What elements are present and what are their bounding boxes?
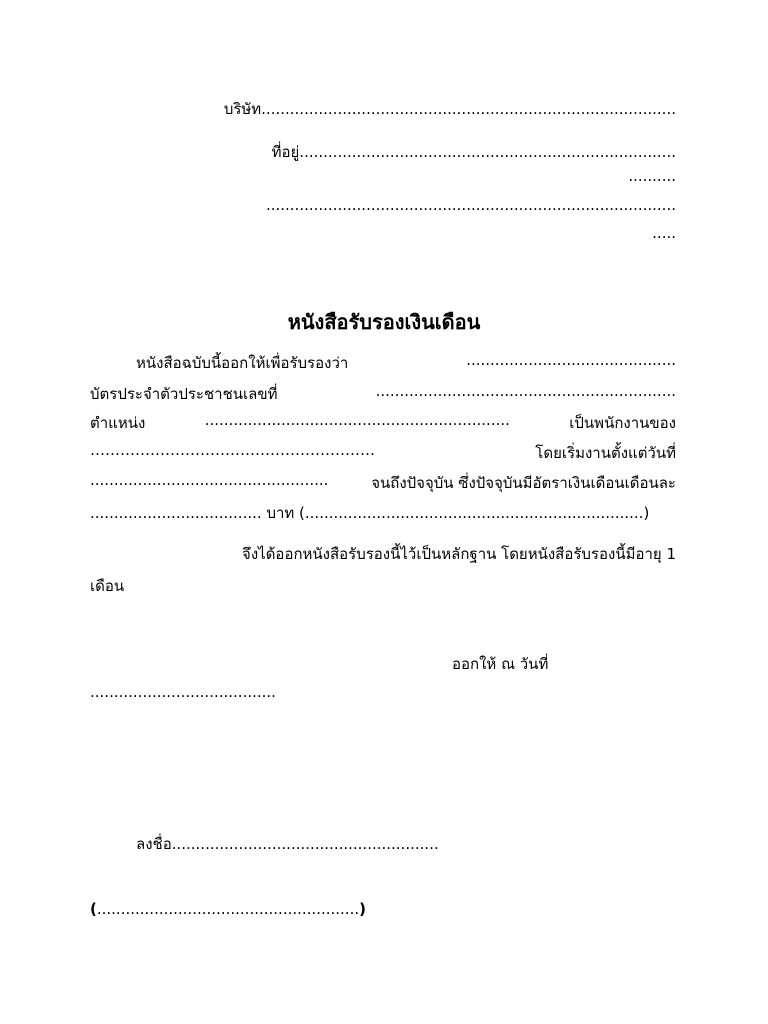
body-line-5-end: จนถึงปัจจุบัน ซึ่งปัจจุบันมีอัตราเงินเดือนเดือนละ: [371, 474, 676, 492]
body-line-6-close: ): [643, 504, 650, 522]
body-line-4-end: โดยเริ่มงานตั้งแต่วันที่: [535, 444, 676, 462]
body-line-6-dots: ....................................: [90, 504, 262, 522]
document-title: หนังสือรับรองเงินเดือน: [287, 310, 481, 334]
body-line-1: [136, 351, 676, 375]
address-line-4: .....: [652, 224, 676, 242]
signature-name-line: [90, 900, 366, 918]
body-line-6: [90, 501, 676, 525]
signature-name-open: (: [90, 900, 97, 918]
body-line-3-dots: ................................................................: [204, 411, 510, 429]
body-line-4: [90, 441, 676, 465]
signature-line: ลงชื่อ........................................................: [136, 835, 439, 853]
body-line-3-end: เป็นพนักงานของ: [569, 414, 676, 432]
body-line-3-text: ตำแหน่ง: [90, 414, 146, 432]
issue-date-label: ออกให้ ณ วันที่: [452, 655, 549, 673]
body-line-6-baht: บาท (: [266, 504, 305, 522]
body-line-2: [90, 382, 676, 406]
body-line-3: [90, 411, 676, 435]
signature-name-dots: .......................................................: [96, 900, 360, 918]
purpose-line-2: เดือน: [90, 577, 125, 595]
body-line-5: [90, 471, 676, 495]
body-line-1-text: หนังสือฉบับนี้ออกให้เพื่อรับรองว่า: [136, 354, 349, 372]
address-line-3: ......................................................................................: [265, 196, 676, 214]
body-line-5-dots: ..................................................: [90, 471, 329, 489]
address-line-2: ..........: [628, 167, 676, 185]
body-line-2-dots: ...............................................................: [375, 382, 676, 400]
body-line-6-inner: .......................................................................: [304, 504, 644, 522]
issue-date-dots: .......................................: [90, 683, 276, 701]
body-line-2-text: บัตรประจำตัวประชาชนเลขที่: [90, 385, 278, 403]
signature-name-close: ): [359, 900, 366, 918]
body-line-1-dots: ............................................: [466, 351, 676, 369]
address-line-1: ที่อยู่...............................................................................: [271, 143, 676, 161]
body-line-4-dots: …………………………………………………: [90, 441, 375, 459]
company-line: บริษัท.......................................................................................: [223, 100, 676, 118]
purpose-line-1: จึงได้ออกหนังสือรับรองนี้ไว้เป็นหลักฐาน โดยหนังสือรับรองนี้มีอายุ 1: [242, 545, 676, 563]
